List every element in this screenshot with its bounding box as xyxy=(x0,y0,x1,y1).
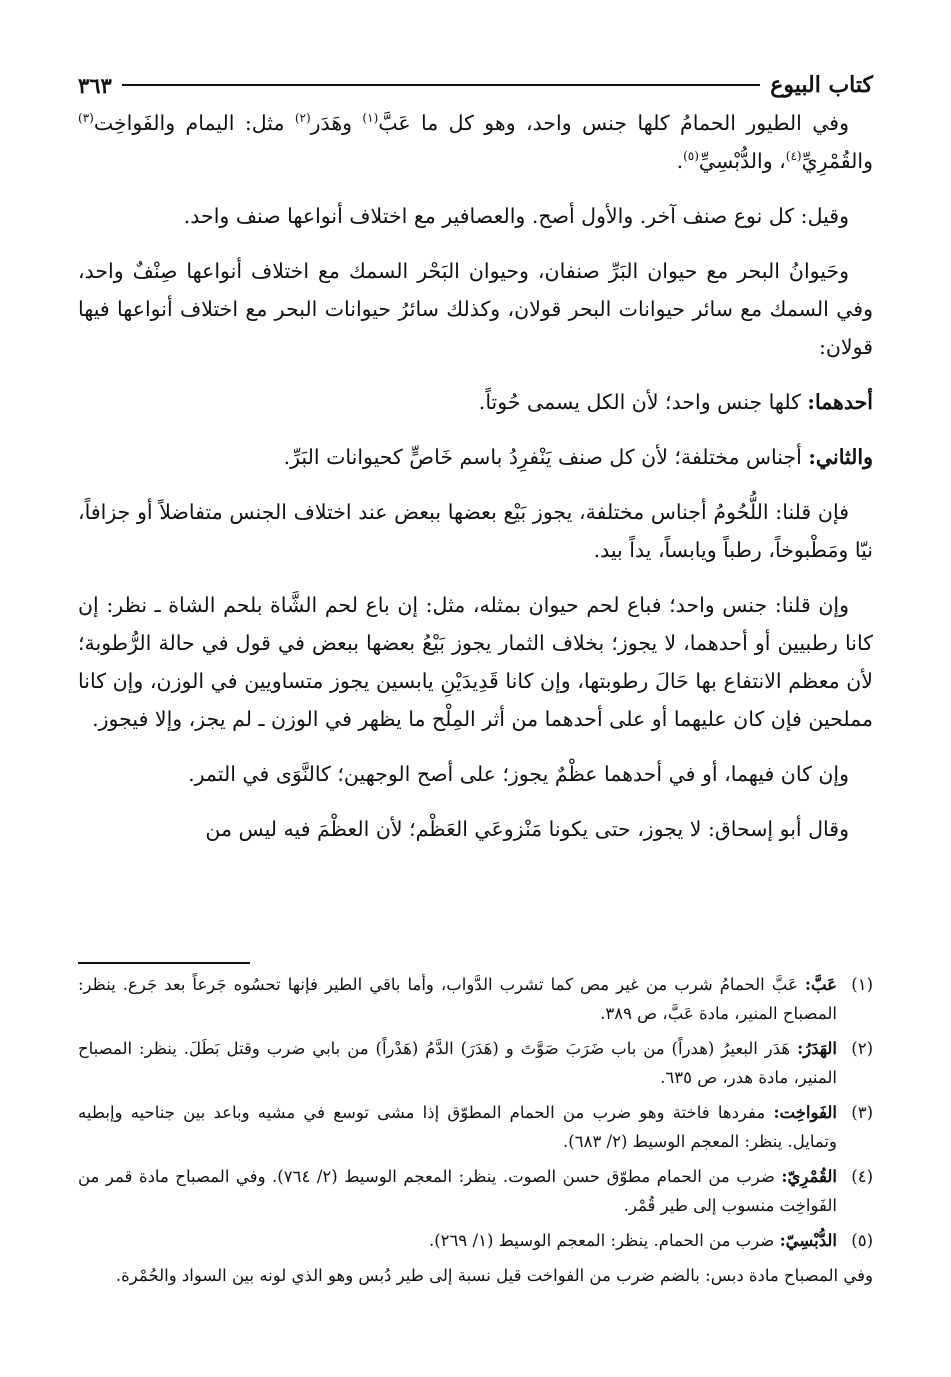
footnote-separator xyxy=(78,962,250,964)
footnote-headword: الهَدَرُ: xyxy=(797,1039,837,1058)
footnote-text: مفردها فاختة وهو ضرب من الحمام المطوّق إذا مشى توسع في مشيه وباعد بين جناحيه وإبطيه وتمايل. ينظر: المعجم الوسيط (٢/ ٦٨٣). xyxy=(78,1103,837,1151)
footnote-text: هَدَر البعيرُ (هدراً) من باب ضَرَبَ صَوَّتَ و (هَدَرَ) الدَّمُ (هَدْراً) من بابي ضرب وقتل بَطَلَ. ينظر: المصباح المنير، مادة هدر، ص ٦٣٥. xyxy=(78,1039,837,1087)
header-rule xyxy=(122,84,760,86)
lead-word: أحدهما: xyxy=(807,390,873,414)
footnote-headword: الفَواخِت: xyxy=(773,1103,837,1122)
footnote-headword: القُمْرِيّ: xyxy=(781,1167,837,1186)
book-page xyxy=(78,68,873,1347)
footnote-number: (٣) xyxy=(851,1103,873,1122)
footnote-headword: عَبَّ: xyxy=(804,975,837,994)
footnote-text: ضرب من الحمام مطوّق حسن الصوت. ينظر: المعجم الوسيط (٢/ ٧٦٤). وفي المصباح مادة قمر من الفَواخِت منسوب إلى طير قُمْر. xyxy=(78,1167,837,1215)
footnote-number: (٢) xyxy=(851,1039,873,1058)
paragraph-text: وفي الطيور الحمامُ كلها جنس واحد، وهو كل ما عَبَّ xyxy=(378,111,849,135)
lead-word: والثاني: xyxy=(808,445,873,469)
page-number: ٣٦٣ xyxy=(78,72,112,98)
paragraph-first-opinion xyxy=(78,383,873,421)
footnote-continuation: وفي المصباح مادة دبس: بالضم ضرب من الفواخت قيل نسبة إلى طير دُبس وهو الذي لونه بين السواد والحُمْرة. xyxy=(115,1266,873,1285)
paragraph-text: والقُمْرِيِّ xyxy=(801,149,873,173)
paragraph-text: أجناس مختلفة؛ لأن كل صنف يَنْفرِدُ باسم خَاصٍّ كحيوانات البَرِّ. xyxy=(283,445,809,469)
footnote-number: (١) xyxy=(851,975,873,994)
footnote-2 xyxy=(78,1034,873,1092)
footnote-ref-1[interactable]: (١) xyxy=(362,111,379,126)
paragraph-sea-animals: وحَيوانُ البحر مع حيوان البَرِّ صنفان، وحيوان البَحْر السمك مع اختلاف أنواعها صِنْفٌ واحد، وفي السمك مع سائر حيوانات البحر قولان، وكذلك سائرُ حيوانات البحر مع اختلاف أنواعها فيها قولان: xyxy=(78,259,873,359)
paragraph-text: وهَدَر xyxy=(310,111,363,135)
footnote-ref-2[interactable]: (٢) xyxy=(294,111,311,126)
footnotes xyxy=(78,970,873,1296)
footnote-text: عَبَّ الحمامُ شرب من غير مص كما تشرب الدَّواب، وأما باقي الطير فإنها تحسُوه جَرعاً بعد جَرع. ينظر: المصباح المنير، مادة عَبَّ، ص ٣٨٩. xyxy=(78,975,837,1023)
paragraph-other-opinion: وقيل: كل نوع صنف آخر. والأول أصح. والعصافير مع اختلاف أنواعها صنف واحد. xyxy=(183,204,849,228)
paragraph-text: مثل: اليمام والفَواخِت xyxy=(93,111,295,135)
footnote-3 xyxy=(78,1098,873,1156)
paragraph-text: كلها جنس واحد؛ لأن الكل يسمى حُوتاً. xyxy=(478,390,808,414)
footnote-headword: الدُّبْسِيّ: xyxy=(779,1231,837,1250)
footnote-4 xyxy=(78,1162,873,1220)
paragraph-text: ، والدُّبْسِيِّ xyxy=(698,149,786,173)
paragraph-birds xyxy=(78,104,873,180)
paragraph-second-opinion xyxy=(78,438,873,476)
page-header xyxy=(78,68,873,102)
paragraph-same-kind: وإن قلنا: جنس واحد؛ فباع لحم حيوان بمثله، مثل: إن باع لحم الشَّاة بلحم الشاة ـ نظر: إن كانا رطبيين أو أحدهما، لا يجوز؛ بخلاف الثمار يجوز بَيْعُ بعضها ببعض في قول في حالة الرُّطوبة؛ لأن معظم الانتفاع بها حَالَ رطوبتها، وإن كانا قَدِيدَيْنِ يابسين يجوز متساويين في الوزن، وإن كانا مملحين فإن كان عليهما أو على أحدهما من أثر المِلْح ما يظهر في الوزن ـ لم يجز، وإلا فيجوز. xyxy=(78,593,873,731)
footnote-5 xyxy=(78,1226,873,1255)
footnote-ref-5[interactable]: (٥) xyxy=(683,149,699,164)
footnote-ref-3[interactable]: (٣) xyxy=(78,111,94,126)
footnote-ref-4[interactable]: (٤) xyxy=(785,149,802,164)
footnote-text: ضرب من الحمام. ينظر: المعجم الوسيط (١/ ٢٦٩). xyxy=(428,1231,780,1250)
paragraph-abu-ishaq: وقال أبو إسحاق: لا يجوز، حتى يكونا مَنْزوعَي العَظْم؛ لأن العظْمَ فيه ليس من xyxy=(205,817,849,841)
footnote-1 xyxy=(78,970,873,1028)
paragraph-bones: وإن كان فيهما، أو في أحدهما عظْمٌ يجوز؛ على أصح الوجهين؛ كالنَّوَى في التمر. xyxy=(188,762,849,786)
running-title: كتاب البيوع xyxy=(770,72,873,98)
main-text xyxy=(78,104,873,848)
footnote-number: (٥) xyxy=(851,1231,873,1250)
paragraph-text: . xyxy=(676,149,684,173)
paragraph-different-kinds: فإن قلنا: اللُّحُومُ أجناس مختلفة، يجوز بَيْع بعضها ببعض عند اختلاف الجنس متفاضلاً أو جزافاً، نيّا ومَطْبوخاً، رطباً ويابساً، يداً بيد. xyxy=(78,500,873,562)
footnote-number: (٤) xyxy=(851,1167,873,1186)
